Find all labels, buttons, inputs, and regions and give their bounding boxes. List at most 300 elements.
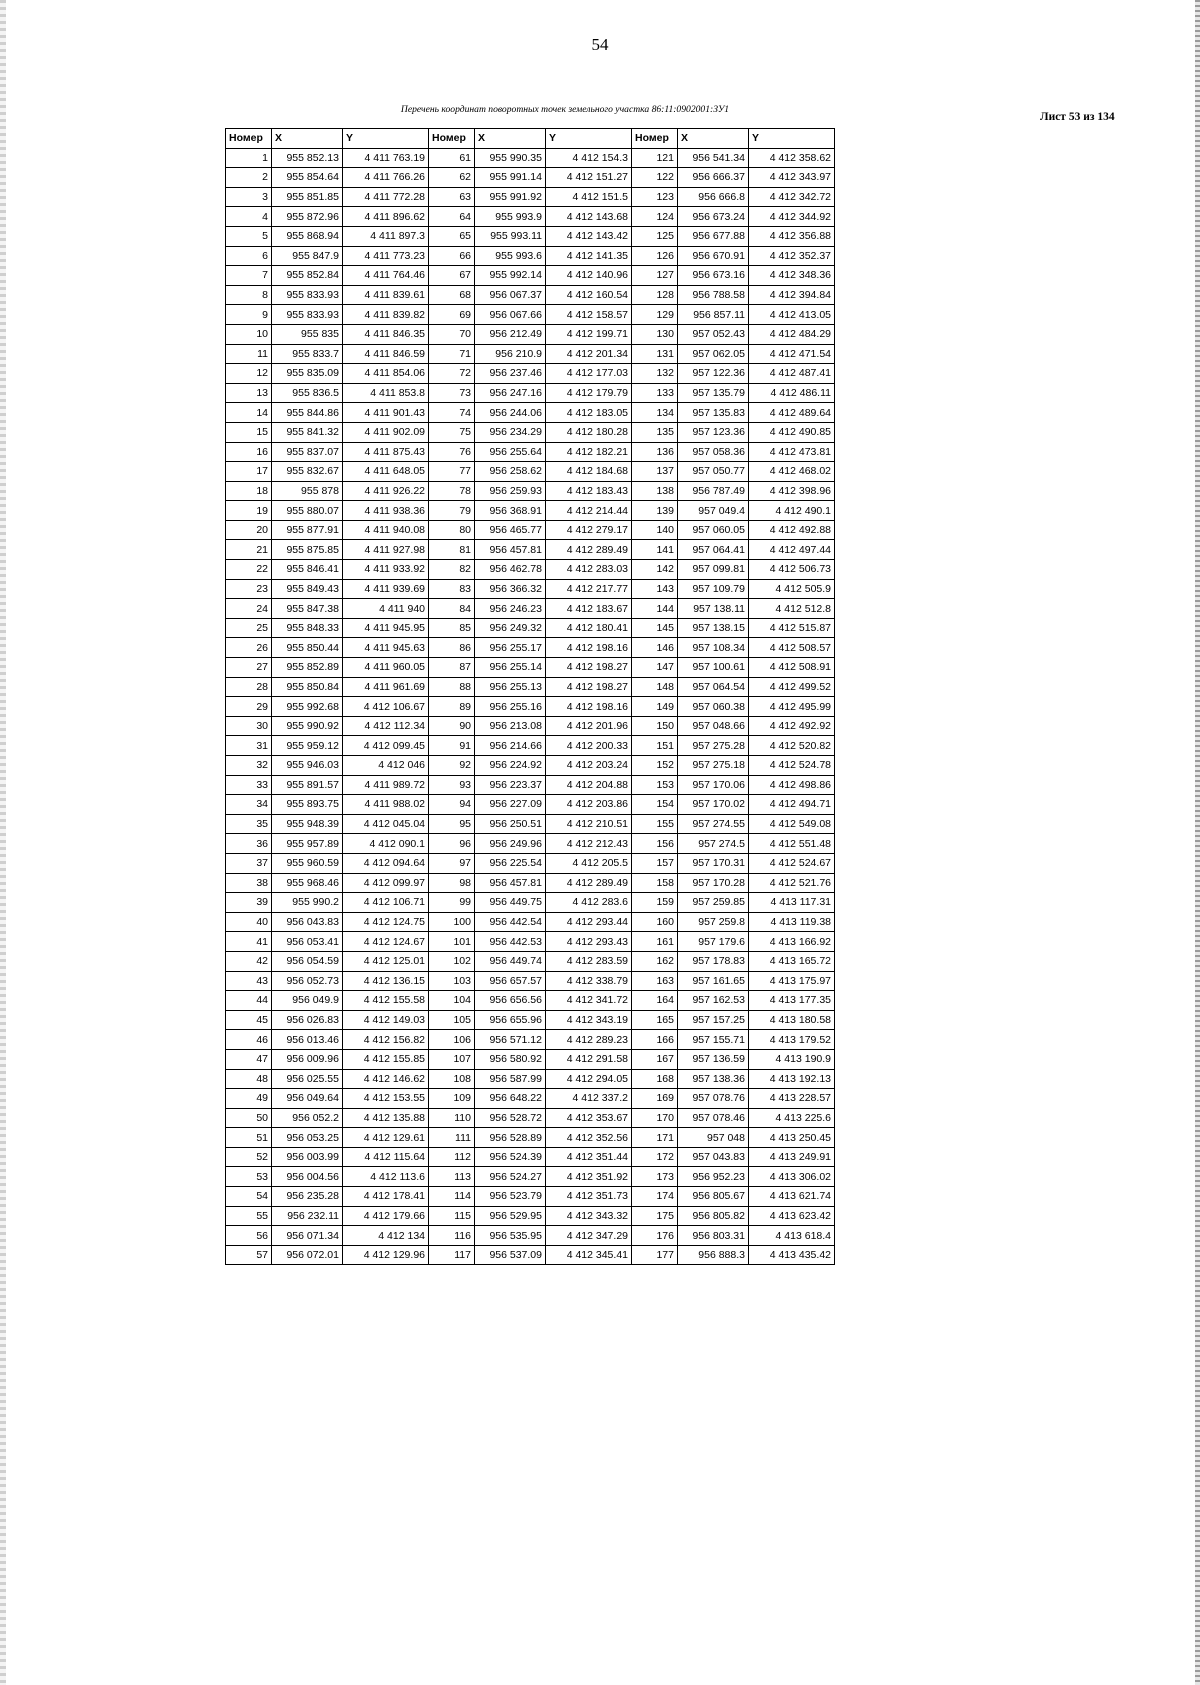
coord-y: 4 413 621.74 [749, 1187, 835, 1207]
point-number: 102 [429, 951, 475, 971]
coord-x: 956 071.34 [272, 1226, 343, 1246]
coord-x: 956 673.24 [678, 207, 749, 227]
coord-y: 4 412 129.96 [343, 1245, 429, 1265]
coord-y: 4 411 839.61 [343, 285, 429, 305]
coord-x: 956 025.55 [272, 1069, 343, 1089]
point-number: 117 [429, 1245, 475, 1265]
coord-y: 4 411 926.22 [343, 481, 429, 501]
point-number: 25 [226, 618, 272, 638]
coord-x: 956 255.14 [475, 658, 546, 678]
coord-x: 955 891.57 [272, 775, 343, 795]
point-number: 2 [226, 168, 272, 188]
coord-y: 4 411 961.69 [343, 677, 429, 697]
coord-x: 955 991.92 [475, 187, 546, 207]
table-row [226, 658, 835, 678]
coord-x: 955 990.35 [475, 148, 546, 168]
coord-y: 4 413 228.57 [749, 1089, 835, 1109]
coord-x: 955 835.09 [272, 364, 343, 384]
point-number: 94 [429, 795, 475, 815]
point-number: 97 [429, 853, 475, 873]
coord-y: 4 412 154.3 [546, 148, 632, 168]
coord-y: 4 412 506.73 [749, 560, 835, 580]
coord-x: 956 054.59 [272, 951, 343, 971]
coord-y: 4 412 124.75 [343, 912, 429, 932]
point-number: 33 [226, 775, 272, 795]
table-row [226, 599, 835, 619]
point-number: 148 [632, 677, 678, 697]
point-number: 61 [429, 148, 475, 168]
coord-x: 956 952.23 [678, 1167, 749, 1187]
point-number: 146 [632, 638, 678, 658]
point-number: 104 [429, 991, 475, 1011]
point-number: 139 [632, 501, 678, 521]
coord-x: 956 462.78 [475, 560, 546, 580]
coord-y: 4 413 175.97 [749, 971, 835, 991]
coord-y: 4 412 348.36 [749, 266, 835, 286]
coord-y: 4 411 648.05 [343, 462, 429, 482]
coord-y: 4 412 524.78 [749, 756, 835, 776]
coord-y: 4 412 214.44 [546, 501, 632, 521]
coord-y: 4 412 342.72 [749, 187, 835, 207]
coord-x: 955 960.59 [272, 853, 343, 873]
coord-y: 4 412 352.37 [749, 246, 835, 266]
coord-y: 4 413 250.45 [749, 1128, 835, 1148]
point-number: 5 [226, 226, 272, 246]
coord-y: 4 412 155.58 [343, 991, 429, 1011]
coord-x: 955 990.2 [272, 893, 343, 913]
coord-x: 957 062.05 [678, 344, 749, 364]
point-number: 152 [632, 756, 678, 776]
table-row [226, 1226, 835, 1246]
coord-x: 956 656.56 [475, 991, 546, 1011]
table-row [226, 305, 835, 325]
coord-y: 4 412 505.9 [749, 579, 835, 599]
table-row [226, 618, 835, 638]
table-row [226, 462, 835, 482]
coord-x: 956 465.77 [475, 520, 546, 540]
coord-y: 4 412 515.87 [749, 618, 835, 638]
table-row [226, 1147, 835, 1167]
coord-y: 4 412 136.15 [343, 971, 429, 991]
table-row [226, 168, 835, 188]
point-number: 145 [632, 618, 678, 638]
point-number: 18 [226, 481, 272, 501]
point-number: 88 [429, 677, 475, 697]
point-number: 57 [226, 1245, 272, 1265]
coord-y: 4 412 124.67 [343, 932, 429, 952]
coord-y: 4 412 140.96 [546, 266, 632, 286]
coord-x: 957 078.76 [678, 1089, 749, 1109]
point-number: 156 [632, 834, 678, 854]
coord-x: 957 078.46 [678, 1108, 749, 1128]
coord-x: 955 893.75 [272, 795, 343, 815]
coord-y: 4 412 046 [343, 756, 429, 776]
coord-x: 956 049.9 [272, 991, 343, 1011]
table-row [226, 1206, 835, 1226]
point-number: 23 [226, 579, 272, 599]
coord-y: 4 412 508.91 [749, 658, 835, 678]
point-number: 163 [632, 971, 678, 991]
coord-x: 957 060.38 [678, 697, 749, 717]
coord-x: 956 255.16 [475, 697, 546, 717]
coord-x: 956 227.09 [475, 795, 546, 815]
coord-y: 4 413 165.72 [749, 951, 835, 971]
coord-y: 4 412 508.57 [749, 638, 835, 658]
coord-x: 955 848.33 [272, 618, 343, 638]
coord-x: 957 099.81 [678, 560, 749, 580]
coord-x: 957 100.61 [678, 658, 749, 678]
coord-x: 955 833.93 [272, 285, 343, 305]
table-row [226, 991, 835, 1011]
coord-y: 4 412 182.21 [546, 442, 632, 462]
point-number: 110 [429, 1108, 475, 1128]
point-number: 92 [429, 756, 475, 776]
point-number: 12 [226, 364, 272, 384]
document-title: Перечень координат поворотных точек земельного участка 86:11:0902001:ЗУ1 [400, 104, 730, 115]
point-number: 34 [226, 795, 272, 815]
table-row [226, 324, 835, 344]
table-row [226, 540, 835, 560]
table-row [226, 697, 835, 717]
point-number: 122 [632, 168, 678, 188]
table-row [226, 853, 835, 873]
point-number: 3 [226, 187, 272, 207]
point-number: 46 [226, 1030, 272, 1050]
coord-x: 957 275.28 [678, 736, 749, 756]
table-row [226, 1128, 835, 1148]
coord-x: 956 223.37 [475, 775, 546, 795]
coord-y: 4 412 499.52 [749, 677, 835, 697]
coord-y: 4 412 347.29 [546, 1226, 632, 1246]
coord-x: 956 234.29 [475, 422, 546, 442]
point-number: 8 [226, 285, 272, 305]
table-row [226, 873, 835, 893]
table-row [226, 1089, 835, 1109]
table-row [226, 579, 835, 599]
coord-x: 956 535.95 [475, 1226, 546, 1246]
coord-x: 956 541.34 [678, 148, 749, 168]
point-number: 48 [226, 1069, 272, 1089]
point-number: 7 [226, 266, 272, 286]
point-number: 153 [632, 775, 678, 795]
coord-y: 4 413 249.91 [749, 1147, 835, 1167]
point-number: 32 [226, 756, 272, 776]
coord-x: 956 067.66 [475, 305, 546, 325]
coord-y: 4 412 344.92 [749, 207, 835, 227]
point-number: 38 [226, 873, 272, 893]
coord-y: 4 412 106.67 [343, 697, 429, 717]
coord-x: 956 053.25 [272, 1128, 343, 1148]
coord-y: 4 412 283.6 [546, 893, 632, 913]
coord-y: 4 411 927.98 [343, 540, 429, 560]
point-number: 131 [632, 344, 678, 364]
coord-y: 4 412 094.64 [343, 853, 429, 873]
table-row [226, 422, 835, 442]
point-number: 9 [226, 305, 272, 325]
coord-y: 4 412 143.68 [546, 207, 632, 227]
table-row [226, 481, 835, 501]
coord-x: 957 274.5 [678, 834, 749, 854]
point-number: 52 [226, 1147, 272, 1167]
coord-y: 4 411 901.43 [343, 403, 429, 423]
point-number: 127 [632, 266, 678, 286]
coord-y: 4 411 945.63 [343, 638, 429, 658]
table-row [226, 775, 835, 795]
table-row [226, 442, 835, 462]
coord-y: 4 412 487.41 [749, 364, 835, 384]
coord-x: 956 524.39 [475, 1147, 546, 1167]
coord-y: 4 411 839.82 [343, 305, 429, 325]
point-number: 107 [429, 1049, 475, 1069]
coord-x: 956 258.62 [475, 462, 546, 482]
point-number: 151 [632, 736, 678, 756]
table-row [226, 951, 835, 971]
coord-x: 956 249.96 [475, 834, 546, 854]
coord-y: 4 411 945.95 [343, 618, 429, 638]
coord-x: 956 888.3 [678, 1245, 749, 1265]
coord-y: 4 412 351.44 [546, 1147, 632, 1167]
coord-x: 956 457.81 [475, 540, 546, 560]
point-number: 20 [226, 520, 272, 540]
coord-x: 956 224.92 [475, 756, 546, 776]
point-number: 11 [226, 344, 272, 364]
coord-x: 956 003.99 [272, 1147, 343, 1167]
point-number: 135 [632, 422, 678, 442]
table-row [226, 893, 835, 913]
coord-x: 957 178.83 [678, 951, 749, 971]
point-number: 166 [632, 1030, 678, 1050]
point-number: 99 [429, 893, 475, 913]
coord-x: 956 052.2 [272, 1108, 343, 1128]
coord-y: 4 412 291.58 [546, 1049, 632, 1069]
point-number: 87 [429, 658, 475, 678]
coord-x: 955 868.94 [272, 226, 343, 246]
point-number: 55 [226, 1206, 272, 1226]
point-number: 133 [632, 383, 678, 403]
coord-x: 956 673.16 [678, 266, 749, 286]
coord-x: 957 135.79 [678, 383, 749, 403]
coord-y: 4 411 846.59 [343, 344, 429, 364]
table-row [226, 716, 835, 736]
coord-y: 4 412 153.55 [343, 1089, 429, 1109]
point-number: 24 [226, 599, 272, 619]
point-number: 175 [632, 1206, 678, 1226]
coord-x: 956 657.57 [475, 971, 546, 991]
coord-x: 956 214.66 [475, 736, 546, 756]
coord-y: 4 412 112.34 [343, 716, 429, 736]
coord-y: 4 413 177.35 [749, 991, 835, 1011]
point-number: 142 [632, 560, 678, 580]
table-row [226, 1108, 835, 1128]
coord-y: 4 412 183.43 [546, 481, 632, 501]
point-number: 70 [429, 324, 475, 344]
coord-y: 4 412 149.03 [343, 1010, 429, 1030]
coord-y: 4 411 933.92 [343, 560, 429, 580]
coord-x: 956 013.46 [272, 1030, 343, 1050]
coord-x: 955 959.12 [272, 736, 343, 756]
coord-y: 4 411 772.28 [343, 187, 429, 207]
coord-y: 4 412 551.48 [749, 834, 835, 854]
coord-y: 4 412 210.51 [546, 814, 632, 834]
coord-y: 4 411 989.72 [343, 775, 429, 795]
table-row [226, 834, 835, 854]
coord-y: 4 412 115.64 [343, 1147, 429, 1167]
coord-y: 4 412 146.62 [343, 1069, 429, 1089]
coord-x: 957 064.41 [678, 540, 749, 560]
point-number: 71 [429, 344, 475, 364]
point-number: 53 [226, 1167, 272, 1187]
point-number: 51 [226, 1128, 272, 1148]
coord-x: 957 138.11 [678, 599, 749, 619]
point-number: 86 [429, 638, 475, 658]
point-number: 77 [429, 462, 475, 482]
coord-y: 4 412 353.67 [546, 1108, 632, 1128]
point-number: 36 [226, 834, 272, 854]
point-number: 63 [429, 187, 475, 207]
point-number: 143 [632, 579, 678, 599]
coord-y: 4 413 225.6 [749, 1108, 835, 1128]
coord-x: 956 580.92 [475, 1049, 546, 1069]
coord-x: 956 449.74 [475, 951, 546, 971]
coord-x: 955 968.46 [272, 873, 343, 893]
coord-y: 4 413 618.4 [749, 1226, 835, 1246]
coord-y: 4 412 203.86 [546, 795, 632, 815]
coord-x: 956 457.81 [475, 873, 546, 893]
coord-y: 4 413 179.52 [749, 1030, 835, 1050]
coord-y: 4 411 938.36 [343, 501, 429, 521]
coord-y: 4 412 398.96 [749, 481, 835, 501]
coord-x: 955 836.5 [272, 383, 343, 403]
coord-y: 4 412 394.84 [749, 285, 835, 305]
coord-x: 957 138.36 [678, 1069, 749, 1089]
table-row [226, 912, 835, 932]
coord-x: 955 948.39 [272, 814, 343, 834]
coord-x: 956 072.01 [272, 1245, 343, 1265]
table-row [226, 187, 835, 207]
coord-y: 4 411 902.09 [343, 422, 429, 442]
coord-y: 4 411 764.46 [343, 266, 429, 286]
point-number: 22 [226, 560, 272, 580]
coord-y: 4 412 099.45 [343, 736, 429, 756]
coord-y: 4 412 198.27 [546, 658, 632, 678]
point-number: 129 [632, 305, 678, 325]
coord-y: 4 412 178.41 [343, 1187, 429, 1207]
coord-y: 4 413 166.92 [749, 932, 835, 952]
coord-y: 4 412 198.16 [546, 697, 632, 717]
point-number: 109 [429, 1089, 475, 1109]
coord-x: 956 805.82 [678, 1206, 749, 1226]
point-number: 68 [429, 285, 475, 305]
point-number: 140 [632, 520, 678, 540]
coord-x: 956 368.91 [475, 501, 546, 521]
coord-x: 956 246.23 [475, 599, 546, 619]
coord-x: 956 255.13 [475, 677, 546, 697]
coord-y: 4 413 190.9 [749, 1049, 835, 1069]
point-number: 125 [632, 226, 678, 246]
point-number: 30 [226, 716, 272, 736]
coord-x: 957 043.83 [678, 1147, 749, 1167]
table-row [226, 736, 835, 756]
coord-y: 4 412 204.88 [546, 775, 632, 795]
coord-x: 957 138.15 [678, 618, 749, 638]
coord-y: 4 412 413.05 [749, 305, 835, 325]
point-number: 50 [226, 1108, 272, 1128]
coord-y: 4 411 854.06 [343, 364, 429, 384]
point-number: 116 [429, 1226, 475, 1246]
coord-y: 4 411 939.69 [343, 579, 429, 599]
coord-y: 4 412 180.28 [546, 422, 632, 442]
point-number: 69 [429, 305, 475, 325]
coord-x: 956 528.72 [475, 1108, 546, 1128]
coord-y: 4 412 490.85 [749, 422, 835, 442]
table-row [226, 1167, 835, 1187]
coord-y: 4 411 940 [343, 599, 429, 619]
coord-x: 957 275.18 [678, 756, 749, 776]
point-number: 26 [226, 638, 272, 658]
point-number: 128 [632, 285, 678, 305]
point-number: 176 [632, 1226, 678, 1246]
coord-x: 956 049.64 [272, 1089, 343, 1109]
point-number: 105 [429, 1010, 475, 1030]
coord-x: 956 210.9 [475, 344, 546, 364]
coord-y: 4 412 343.97 [749, 168, 835, 188]
scan-edge-left [0, 0, 6, 1685]
coord-y: 4 412 497.44 [749, 540, 835, 560]
header-number: Номер [632, 129, 678, 149]
table-row [226, 148, 835, 168]
coord-y: 4 412 279.17 [546, 520, 632, 540]
coord-y: 4 412 468.02 [749, 462, 835, 482]
point-number: 19 [226, 501, 272, 521]
table-row [226, 560, 835, 580]
point-number: 29 [226, 697, 272, 717]
coord-x: 956 259.93 [475, 481, 546, 501]
header-y: Y [343, 129, 429, 149]
point-number: 62 [429, 168, 475, 188]
table-row [226, 1069, 835, 1089]
coord-x: 955 851.85 [272, 187, 343, 207]
coord-x: 956 677.88 [678, 226, 749, 246]
point-number: 44 [226, 991, 272, 1011]
scan-edge-right [1195, 0, 1200, 1685]
coord-y: 4 411 853.8 [343, 383, 429, 403]
table-row [226, 266, 835, 286]
header-x: X [272, 129, 343, 149]
coord-y: 4 412 151.5 [546, 187, 632, 207]
point-number: 1 [226, 148, 272, 168]
point-number: 49 [226, 1089, 272, 1109]
coord-x: 956 787.49 [678, 481, 749, 501]
point-number: 154 [632, 795, 678, 815]
point-number: 75 [429, 422, 475, 442]
coord-x: 956 571.12 [475, 1030, 546, 1050]
point-number: 159 [632, 893, 678, 913]
coord-y: 4 412 106.71 [343, 893, 429, 913]
coord-y: 4 412 489.64 [749, 403, 835, 423]
point-number: 27 [226, 658, 272, 678]
coord-x: 957 058.36 [678, 442, 749, 462]
coord-y: 4 412 341.72 [546, 991, 632, 1011]
point-number: 89 [429, 697, 475, 717]
coord-y: 4 411 960.05 [343, 658, 429, 678]
point-number: 85 [429, 618, 475, 638]
coord-x: 956 255.17 [475, 638, 546, 658]
coord-x: 955 852.13 [272, 148, 343, 168]
header-number: Номер [429, 129, 475, 149]
point-number: 90 [429, 716, 475, 736]
point-number: 35 [226, 814, 272, 834]
point-number: 144 [632, 599, 678, 619]
